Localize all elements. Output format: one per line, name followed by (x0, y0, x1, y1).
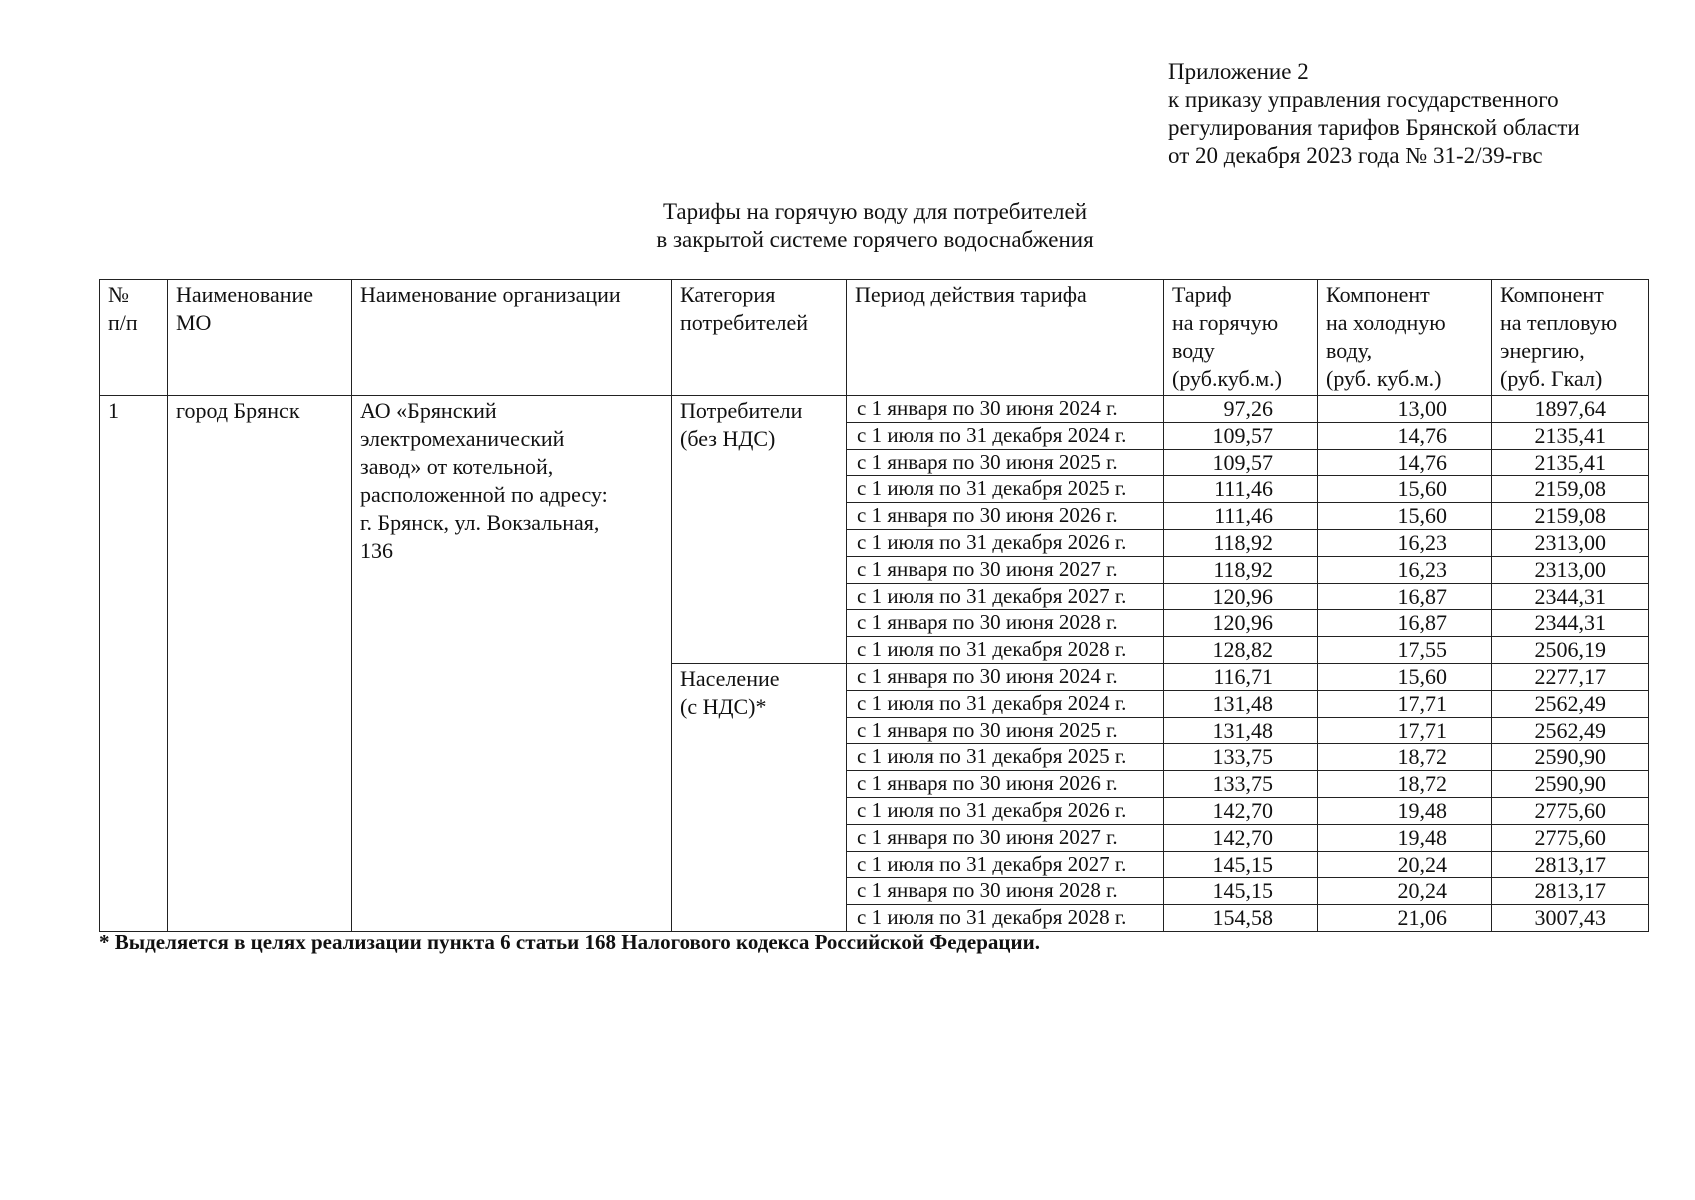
cell-heat: 2590,90 (1492, 771, 1649, 798)
annex-block (1168, 58, 1668, 170)
header-category-line: потребителей (680, 310, 808, 335)
cell-period: с 1 июля по 31 декабря 2025 г. (847, 476, 1164, 503)
header-num-line: № (108, 282, 129, 307)
header-mo (168, 280, 352, 396)
cell-heat: 2159,08 (1492, 503, 1649, 530)
cell-tariff: 128,82 (1164, 637, 1318, 664)
header-cold-line: (руб. куб.м.) (1326, 366, 1442, 391)
cell-category (672, 396, 847, 664)
cell-heat: 2775,60 (1492, 797, 1649, 824)
cell-period: с 1 января по 30 июня 2024 г. (847, 396, 1164, 423)
header-heat-line: энергию, (1500, 338, 1585, 363)
cell-period: с 1 января по 30 июня 2024 г. (847, 663, 1164, 690)
header-heat-line: (руб. Гкал) (1500, 366, 1603, 391)
header-num (100, 280, 168, 396)
cell-heat: 2590,90 (1492, 744, 1649, 771)
header-cold (1318, 280, 1492, 396)
cell-org (352, 396, 672, 932)
cell-heat: 2313,00 (1492, 529, 1649, 556)
header-tariff (1164, 280, 1318, 396)
cell-cold: 20,24 (1318, 878, 1492, 905)
cell-cold: 16,87 (1318, 610, 1492, 637)
cell-category (672, 663, 847, 931)
header-org (352, 280, 672, 396)
cell-tariff: 109,57 (1164, 422, 1318, 449)
cell-heat: 2775,60 (1492, 824, 1649, 851)
cell-period: с 1 января по 30 июня 2027 г. (847, 824, 1164, 851)
cell-cold: 19,48 (1318, 824, 1492, 851)
cell-category-line: (без НДС) (680, 426, 776, 451)
cell-cold: 21,06 (1318, 905, 1492, 932)
tariffs-body (100, 396, 1649, 932)
cell-org-line: электромеханический (360, 426, 565, 451)
cell-period: с 1 июля по 31 декабря 2026 г. (847, 797, 1164, 824)
cell-tariff: 131,48 (1164, 717, 1318, 744)
header-num-line: п/п (108, 310, 138, 335)
cell-tariff: 120,96 (1164, 583, 1318, 610)
cell-org-line: 136 (360, 538, 393, 563)
footnote: * Выделяется в целях реализации пункта 6 статьи 168 Налогового кодекса Российской Федерации. (99, 930, 1040, 954)
cell-tariff: 145,15 (1164, 851, 1318, 878)
cell-category-line: (с НДС)* (680, 693, 767, 719)
cell-heat: 2506,19 (1492, 637, 1649, 664)
cell-org-line: АО «Брянский (360, 398, 497, 423)
cell-tariff: 133,75 (1164, 744, 1318, 771)
cell-cold: 16,23 (1318, 556, 1492, 583)
cell-period: с 1 января по 30 июня 2028 г. (847, 878, 1164, 905)
cell-tariff: 118,92 (1164, 556, 1318, 583)
cell-tariff: 154,58 (1164, 905, 1318, 932)
cell-cold: 17,55 (1318, 637, 1492, 664)
cell-heat: 2562,49 (1492, 690, 1649, 717)
cell-tariff: 145,15 (1164, 878, 1318, 905)
cell-period: с 1 января по 30 июня 2025 г. (847, 717, 1164, 744)
cell-cold: 18,72 (1318, 744, 1492, 771)
cell-cold: 15,60 (1318, 476, 1492, 503)
cell-tariff: 131,48 (1164, 690, 1318, 717)
cell-tariff: 111,46 (1164, 476, 1318, 503)
cell-cold: 14,76 (1318, 422, 1492, 449)
cell-heat: 2813,17 (1492, 878, 1649, 905)
cell-period: с 1 января по 30 июня 2028 г. (847, 610, 1164, 637)
cell-org-line: г. Брянск, ул. Вокзальная, (360, 510, 600, 535)
cell-tariff: 120,96 (1164, 610, 1318, 637)
annex-line: от 20 декабря 2023 года № 31-2/39-гвс (1168, 143, 1543, 168)
cell-cold: 14,76 (1318, 449, 1492, 476)
header-row (100, 280, 1649, 396)
header-cold-line: воду, (1326, 338, 1373, 363)
cell-mo: город Брянск (168, 396, 352, 932)
cell-tariff: 133,75 (1164, 771, 1318, 798)
header-tariff-line: (руб.куб.м.) (1172, 366, 1282, 391)
cell-heat: 2562,49 (1492, 717, 1649, 744)
header-tariff-line: на горячую (1172, 310, 1279, 335)
cell-cold: 17,71 (1318, 690, 1492, 717)
cell-period: с 1 января по 30 июня 2026 г. (847, 771, 1164, 798)
cell-num: 1 (100, 396, 168, 932)
cell-cold: 20,24 (1318, 851, 1492, 878)
cell-period: с 1 июля по 31 декабря 2028 г. (847, 637, 1164, 664)
cell-heat: 2135,41 (1492, 422, 1649, 449)
cell-cold: 18,72 (1318, 771, 1492, 798)
cell-cold: 16,23 (1318, 529, 1492, 556)
cell-period: с 1 июля по 31 декабря 2027 г. (847, 851, 1164, 878)
cell-org-line: завод» от котельной, (360, 454, 554, 479)
cell-category-line: Потребители (680, 398, 803, 423)
table-row (100, 396, 1649, 423)
header-period (847, 280, 1164, 396)
cell-heat: 2313,00 (1492, 556, 1649, 583)
cell-period: с 1 июля по 31 декабря 2024 г. (847, 422, 1164, 449)
title-line: Тарифы на горячую воду для потребителей (662, 199, 1088, 224)
title-line: в закрытой системе горячего водоснабжения (656, 227, 1094, 252)
cell-cold: 17,71 (1318, 717, 1492, 744)
cell-heat: 2277,17 (1492, 663, 1649, 690)
cell-heat: 3007,43 (1492, 905, 1649, 932)
cell-period: с 1 июля по 31 декабря 2024 г. (847, 690, 1164, 717)
cell-cold: 16,87 (1318, 583, 1492, 610)
cell-period: с 1 января по 30 июня 2026 г. (847, 503, 1164, 530)
cell-period: с 1 января по 30 июня 2027 г. (847, 556, 1164, 583)
header-period-line: Период действия тарифа (855, 282, 1087, 307)
cell-cold: 15,60 (1318, 503, 1492, 530)
cell-period: с 1 января по 30 июня 2025 г. (847, 449, 1164, 476)
cell-heat: 1897,64 (1492, 396, 1649, 423)
cell-cold: 13,00 (1318, 396, 1492, 423)
cell-heat: 2159,08 (1492, 476, 1649, 503)
header-category (672, 280, 847, 396)
header-org-line: Наименование организации (360, 282, 621, 307)
cell-tariff: 97,26 (1164, 396, 1318, 423)
header-category-line: Категория (680, 282, 776, 307)
cell-tariff: 109,57 (1164, 449, 1318, 476)
header-mo-line: МО (176, 310, 212, 335)
cell-tariff: 118,92 (1164, 529, 1318, 556)
cell-heat: 2813,17 (1492, 851, 1649, 878)
cell-tariff: 142,70 (1164, 824, 1318, 851)
cell-cold: 15,60 (1318, 663, 1492, 690)
cell-heat: 2344,31 (1492, 583, 1649, 610)
annex-line: Приложение 2 (1168, 59, 1309, 84)
cell-period: с 1 июля по 31 декабря 2028 г. (847, 905, 1164, 932)
header-mo-line: Наименование (176, 282, 314, 307)
header-heat-line: Компонент (1500, 282, 1604, 307)
document-title (0, 198, 1695, 254)
cell-tariff: 142,70 (1164, 797, 1318, 824)
header-tariff-line: воду (1172, 338, 1215, 363)
cell-tariff: 116,71 (1164, 663, 1318, 690)
header-heat-line: на тепловую (1500, 310, 1618, 335)
tariffs-table (99, 279, 1649, 932)
header-heat (1492, 280, 1649, 396)
annex-line: к приказу управления государственного (1168, 87, 1559, 112)
cell-heat: 2135,41 (1492, 449, 1649, 476)
cell-period: с 1 июля по 31 декабря 2027 г. (847, 583, 1164, 610)
header-cold-line: Компонент (1326, 282, 1430, 307)
header-tariff-line: Тариф (1172, 282, 1232, 307)
cell-cold: 19,48 (1318, 797, 1492, 824)
cell-period: с 1 июля по 31 декабря 2025 г. (847, 744, 1164, 771)
header-cold-line: на холодную (1326, 310, 1446, 335)
cell-category-line: Население (680, 665, 780, 691)
cell-org-line: расположенной по адресу: (360, 482, 608, 507)
cell-tariff: 111,46 (1164, 503, 1318, 530)
cell-heat: 2344,31 (1492, 610, 1649, 637)
cell-period: с 1 июля по 31 декабря 2026 г. (847, 529, 1164, 556)
annex-line: регулирования тарифов Брянской области (1168, 115, 1580, 140)
